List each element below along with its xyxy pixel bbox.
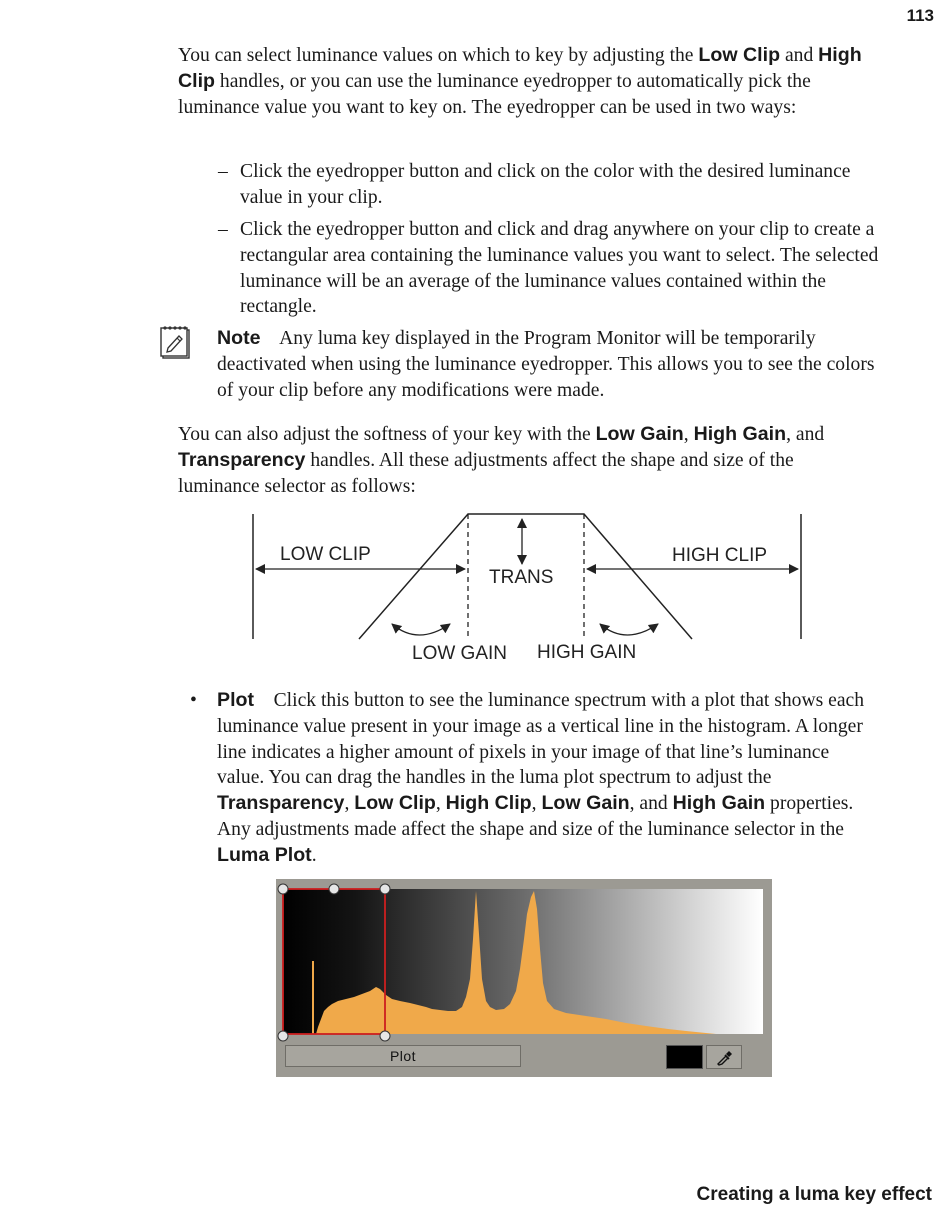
note-block xyxy=(160,326,880,403)
transparency-handle[interactable] xyxy=(329,884,339,894)
note-text: Any luma key displayed in the Program Monitor will be temporarily deactivated when using the luminance eyedropper. This allows you to see the colors of your clip before any modifications were made. xyxy=(217,328,875,401)
low-gain-handle[interactable] xyxy=(278,884,288,894)
eyedropper-icon xyxy=(707,1046,741,1068)
low-clip-label: LOW CLIP xyxy=(280,544,371,565)
dash-list-item xyxy=(218,159,880,211)
bullet-marker: • xyxy=(190,690,197,711)
color-swatch xyxy=(666,1045,703,1069)
dash-item-text: Click the eyedropper button and click on the color with the desired luminance value in your clip. xyxy=(240,161,851,208)
dash-item-text: Click the eyedropper button and click and drag anywhere on your clip to create a rectangular area containing the luminance values you want to select. The selected luminance will be an average of the luminance values contained within the rectangle. xyxy=(240,219,879,318)
page-number: 113 xyxy=(906,6,934,25)
softness-paragraph: You can also adjust the softness of your key with the Low Gain, High Gain, and Transparency handles. All these adjustments affect the shape and size of the luminance selector as follows: xyxy=(178,423,825,497)
high-clip-label: HIGH CLIP xyxy=(672,545,768,566)
footer-section-title: Creating a luma key effect xyxy=(696,1184,932,1205)
high-clip-handle[interactable] xyxy=(380,1031,390,1041)
note-label: Note xyxy=(217,327,261,349)
eyedropper-button[interactable] xyxy=(706,1045,742,1069)
luma-plot-canvas[interactable] xyxy=(276,879,772,1043)
dash-marker: – xyxy=(218,219,228,240)
high-gain-label: HIGH GAIN xyxy=(537,642,637,663)
plot-item-label: Plot xyxy=(217,689,255,711)
trans-label: TRANS xyxy=(489,567,554,588)
dash-list-item xyxy=(218,217,880,320)
high-gain-handle[interactable] xyxy=(380,884,390,894)
low-clip-handle[interactable] xyxy=(278,1031,288,1041)
intro-paragraph: You can select luminance values on which to key by adjusting the Low Clip and High Clip handles, or you can use the luminance eyedropper to automatically pick the luminance value you want to key on. The eyedropper can be used in two ways: xyxy=(178,44,862,118)
luma-plot-widget xyxy=(276,879,772,1077)
notepad-icon xyxy=(160,326,192,370)
dash-marker: – xyxy=(218,161,228,182)
low-gain-arrow xyxy=(392,624,450,635)
plot-list-item: • Plot Click this button to see the luminance spectrum with a plot that shows each luminance value present in your image as a vertical line in the histogram. A longer line indicates a higher amount of pixels in your image of that line’s luminance value. You can drag the handles in the luma plot spectrum to adjust the Transparency, Low Clip, High Clip, Low Gain, and High Gain properties. Any adjustments made affect the shape and size of the luminance selector in the Luma Plot. xyxy=(190,689,865,866)
low-gain-label: LOW GAIN xyxy=(412,643,508,664)
plot-button[interactable]: Plot xyxy=(285,1045,521,1067)
luminance-selector-diagram xyxy=(240,506,820,670)
high-gain-arrow xyxy=(600,624,658,635)
